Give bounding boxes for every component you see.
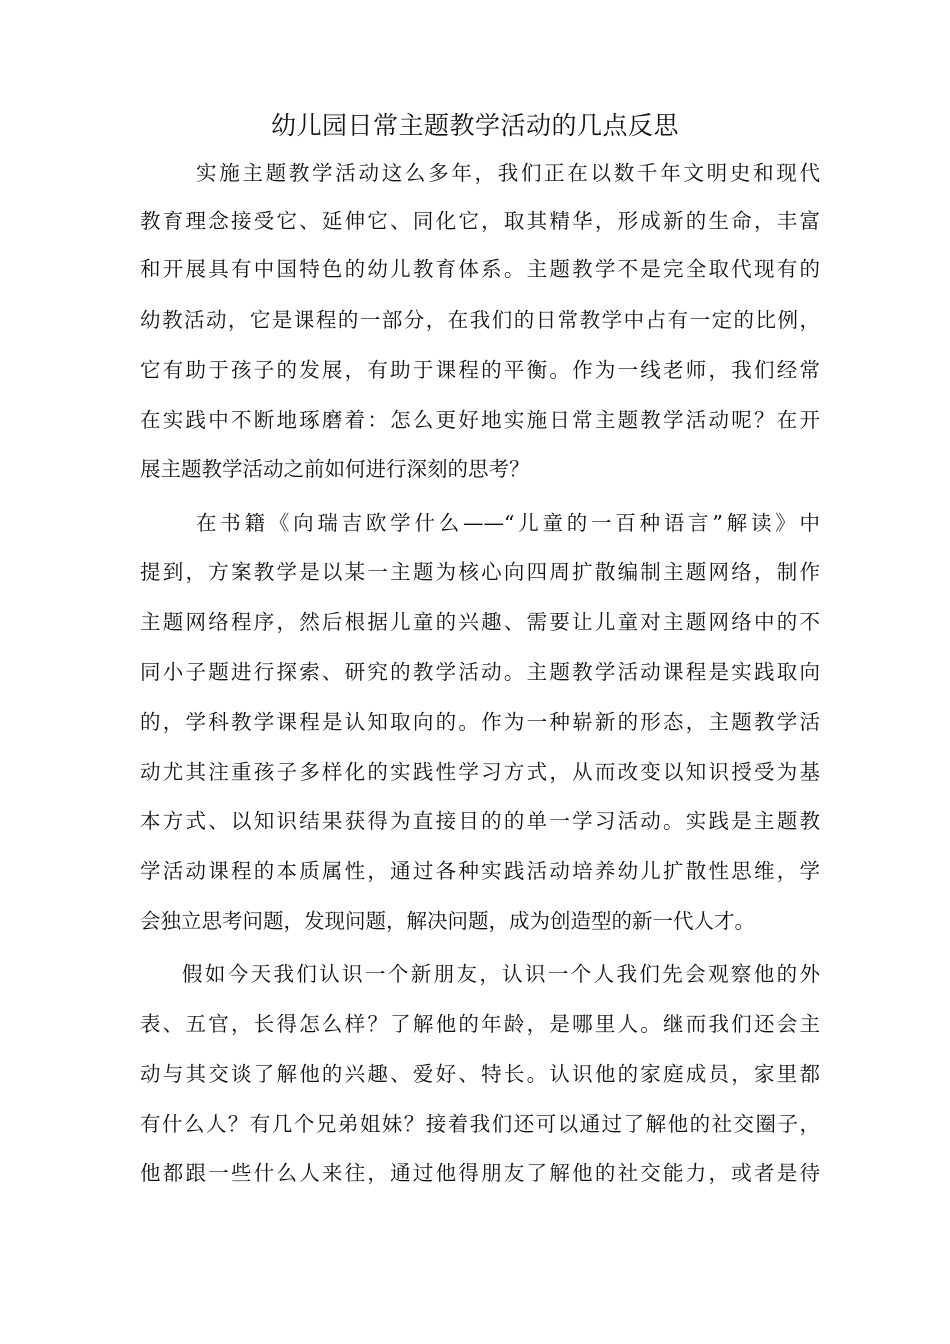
paragraph-1-line-2: 教育理念接受它、延伸它、同化它，取其精华，形成新的生命，丰富 xyxy=(140,209,820,233)
paragraph-1-line-6: 在实践中不断地琢磨着：怎么更好地实施日常主题教学活动呢？在开 xyxy=(140,408,820,432)
paragraph-2-line-7: 本方式、以知识结果获得为直接目的的单一学习活动。实践是主题教 xyxy=(140,809,820,833)
paragraph-1-line-4: 幼教活动，它是课程的一部分，在我们的日常教学中占有一定的比例， xyxy=(140,308,820,332)
paragraph-2-line-3: 主题网络程序，然后根据儿童的兴趣、需要让儿童对主题网络中的不 xyxy=(140,610,820,634)
paragraph-2-line-1: 在书籍《向瑞吉欧学什么——“儿童的一百种语言”解读》中 xyxy=(196,511,820,535)
paragraph-1-line-7: 展主题教学活动之前如何进行深刻的思考？ xyxy=(140,457,530,481)
paragraph-2-line-4: 同小子题进行探索、研究的教学活动。主题教学活动课程是实践取向 xyxy=(140,660,820,684)
paragraph-1-line-3: 和开展具有中国特色的幼儿教育体系。主题教学不是完全取代现有的 xyxy=(140,257,820,281)
paragraph-3-line-5: 他都跟一些什么人来往，通过他得朋友了解他的社交能力，或者是待 xyxy=(140,1161,820,1185)
paragraph-2-line-9: 会独立思考问题，发现问题，解决问题，成为创造型的新一代人才。 xyxy=(140,909,755,933)
paragraph-2-line-8: 学活动课程的本质属性，通过各种实践活动培养幼儿扩散性思维，学 xyxy=(140,859,820,883)
paragraph-3-line-2: 表、五官，长得怎么样？了解他的年龄，是哪里人。继而我们还会主 xyxy=(140,1012,820,1036)
paragraph-3-line-3: 动与其交谈了解他的兴趣、爱好、特长。认识他的家庭成员，家里都 xyxy=(140,1062,820,1086)
paragraph-1-line-1: 实施主题教学活动这么多年，我们正在以数千年文明史和现代 xyxy=(196,161,820,185)
paragraph-3-line-4: 有什么人？有几个兄弟姐妹？接着我们还可以通过了解他的社交圈子， xyxy=(140,1112,820,1136)
paragraph-1-line-5: 它有助于孩子的发展，有助于课程的平衡。作为一线老师，我们经常 xyxy=(140,358,820,382)
paragraph-2-line-6: 动尤其注重孩子多样化的实践性学习方式，从而改变以知识授受为基 xyxy=(140,760,820,784)
paragraph-2-line-5: 的，学科教学课程是认知取向的。作为一种崭新的形态，主题教学活 xyxy=(140,710,820,734)
paragraph-2-line-2: 提到，方案教学是以某一主题为核心向四周扩散编制主题网络，制作 xyxy=(140,560,820,584)
paragraph-3-line-1: 假如今天我们认识一个新朋友，认识一个人我们先会观察他的外 xyxy=(182,962,820,986)
document-title: 幼儿园日常主题教学活动的几点反思 xyxy=(270,111,679,140)
